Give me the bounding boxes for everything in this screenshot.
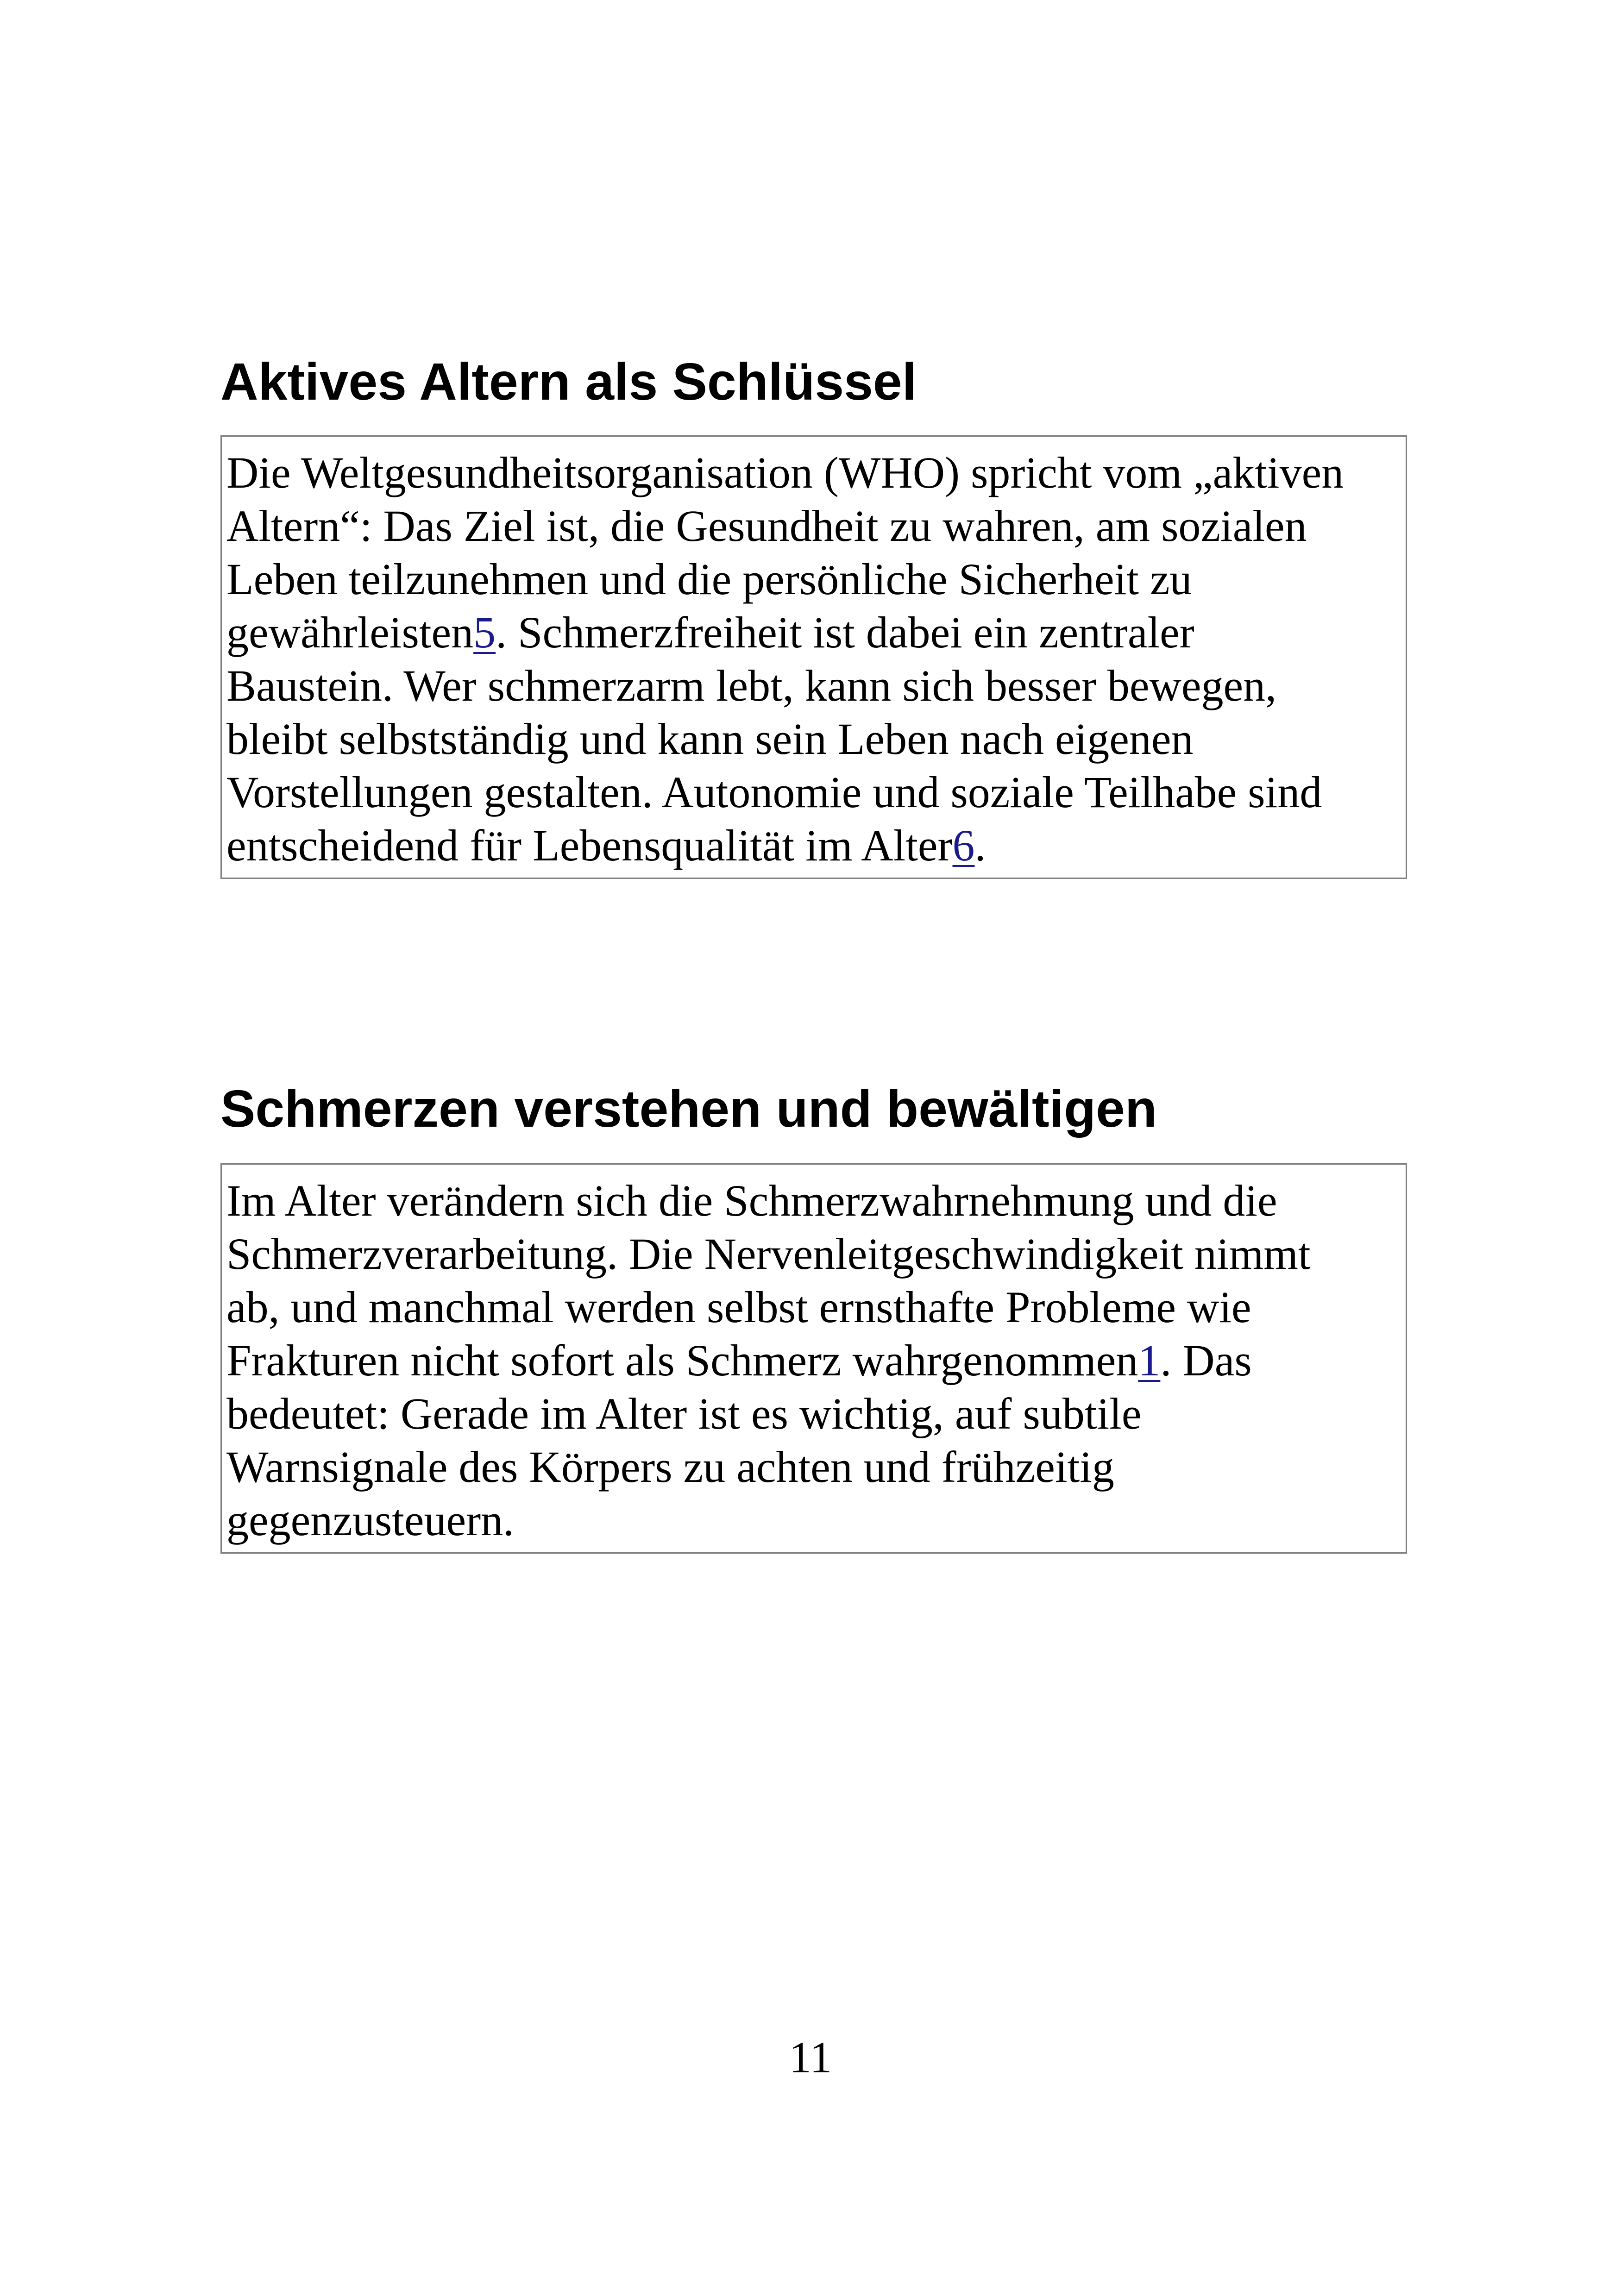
page-number: 11: [789, 2033, 832, 2082]
text-line: Baustein. Wer schmerzarm lebt, kann sich besser bewegen,: [226, 661, 1277, 710]
text-line: Schmerzverarbeitung. Die Nervenleitgeschwindigkeit nimmt: [226, 1229, 1311, 1279]
text-line: [226, 819, 1401, 872]
text-fragment: Frakturen nicht sofort als Schmerz wahrgenommen: [226, 1336, 1138, 1385]
text-line: Leben teilzunehmen und die persönliche Sicherheit zu: [226, 554, 1192, 604]
footnote-link-1[interactable]: 1: [1138, 1336, 1161, 1385]
text-line: bedeutet: Gerade im Alter ist es wichtig, auf subtile: [226, 1389, 1142, 1438]
text-line: ab, und manchmal werden selbst ernsthafte Probleme wie: [226, 1282, 1251, 1332]
section-heading-active-aging: Aktives Altern als Schlüssel: [220, 352, 917, 411]
text-fragment: . Das: [1160, 1336, 1252, 1385]
section-heading-understanding-pain: Schmerzen verstehen und bewältigen: [220, 1079, 1157, 1138]
text-line: Altern“: Das Ziel ist, die Gesundheit zu wahren, am sozialen: [226, 501, 1307, 551]
text-line: bleibt selbstständig und kann sein Leben nach eigenen: [226, 714, 1194, 764]
text-line: Vorstellungen gestalten. Autonomie und soziale Teilhabe sind: [226, 767, 1322, 817]
text-line: gegenzusteuern.: [226, 1495, 515, 1545]
text-line: [226, 606, 1401, 659]
text-line: Warnsignale des Körpers zu achten und frühzeitig: [226, 1442, 1114, 1492]
text-box-understanding-pain: [220, 1163, 1407, 1554]
text-box-active-aging: [220, 435, 1407, 879]
text-fragment: .: [974, 821, 986, 870]
text-fragment: gewährleisten: [226, 608, 474, 657]
text-line: [226, 1334, 1401, 1387]
text-line: Die Weltgesundheitsorganisation (WHO) spricht vom „aktiven: [226, 448, 1344, 497]
text-line: Im Alter verändern sich die Schmerzwahrnehmung und die: [226, 1176, 1277, 1225]
footnote-link-6[interactable]: 6: [952, 821, 975, 870]
footnote-link-5[interactable]: 5: [473, 608, 496, 657]
text-fragment: entscheidend für Lebensqualität im Alter: [226, 821, 953, 870]
text-fragment: . Schmerzfreiheit ist dabei ein zentraler: [496, 608, 1194, 657]
